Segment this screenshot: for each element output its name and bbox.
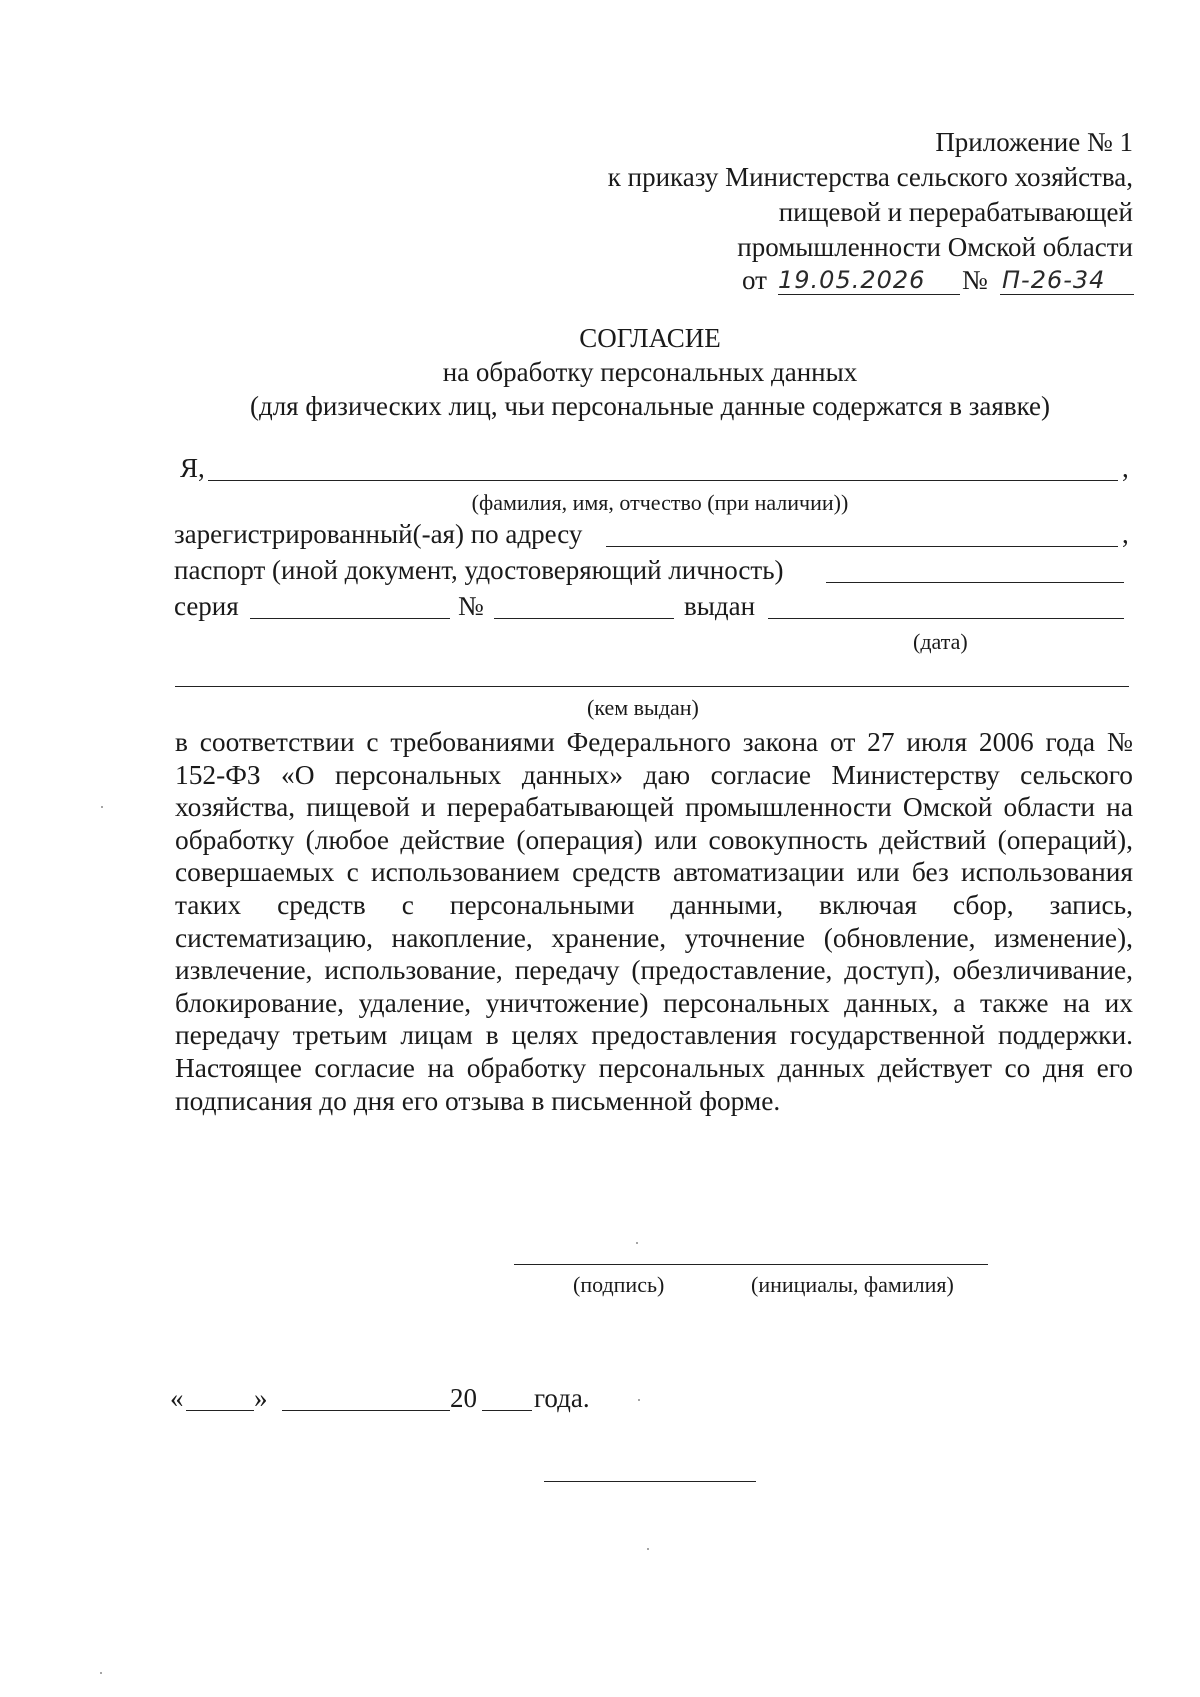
signature-line	[514, 1264, 988, 1265]
order-reference-line: к приказу Министерства сельского хозяйства,	[607, 162, 1133, 192]
document-subtitle-note: (для физических лиц, чьи персональные данные содержатся в заявке)	[249, 391, 1050, 421]
scan-speck	[647, 1548, 649, 1550]
order-date-underline	[778, 294, 960, 295]
day-line	[186, 1410, 254, 1411]
scan-speck	[100, 1672, 102, 1674]
consent-body-text: в соответствии с требованиями Федерального закона от 27 июля 2006 года № 152-ФЗ «О персональных данных» даю согласие Министерству сельского хозяйства, пищевой и перерабатывающей промышленности Омской области на обработку (любое действие (операция) или совокупность действий (операций), совершаемых с использованием средств автоматизации или без использования таких средств с персональными данными, включая сбор, запись, систематизацию, накопление, хранение, уточнение (обновление, изменение), извлечение, использование, передачу (предоставление, доступ), обезличивание, блокирование, удаление, уничтожение) персональных данных, а также на их передачу третьим лицам в целях предоставления государственной поддержки. Настоящее согласие на обработку персональных данных действует со дня его подписания до дня его отзыва в письменной форме.	[175, 727, 1133, 1116]
document-subtitle: на обработку персональных данных	[442, 357, 858, 387]
issued-label: выдан	[684, 591, 756, 621]
full-name-comma: ,	[1122, 453, 1129, 483]
issued-by-hint: (кем выдан)	[587, 695, 699, 720]
address-comma: ,	[1122, 519, 1129, 549]
century-text: 20	[450, 1383, 477, 1413]
date-open-quote: «	[170, 1383, 184, 1413]
scan-speck	[638, 1399, 640, 1401]
month-line	[282, 1410, 450, 1411]
name-initials-hint: (инициалы, фамилия)	[751, 1272, 954, 1297]
address-line	[606, 546, 1118, 547]
year-suffix: года.	[534, 1383, 590, 1413]
order-date-handwritten: 19.05.2026	[778, 266, 926, 294]
scan-speck	[636, 1242, 638, 1244]
issue-date-hint: (дата)	[913, 629, 968, 654]
full-name-line	[208, 480, 1118, 481]
issue-date-line	[768, 618, 1124, 619]
date-close-quote: »	[254, 1383, 268, 1413]
order-number-underline	[1000, 294, 1134, 295]
series-line	[250, 618, 450, 619]
ministry-name-line: пищевой и перерабатывающей	[778, 197, 1133, 227]
order-number-handwritten: П-26-34	[1002, 266, 1106, 294]
year-line	[482, 1410, 532, 1411]
scan-speck	[101, 806, 103, 808]
ministry-region-line: промышленности Омской области	[737, 232, 1133, 262]
order-number-prefix: №	[962, 265, 988, 295]
issued-by-line	[175, 686, 1129, 687]
document-title: СОГЛАСИЕ	[579, 323, 721, 353]
series-label: серия	[174, 591, 239, 621]
passport-line	[826, 582, 1124, 583]
bottom-short-line	[544, 1481, 756, 1482]
order-date-prefix: от	[742, 265, 767, 295]
signature-hint: (подпись)	[573, 1272, 665, 1297]
passport-label: паспорт (иной документ, удостоверяющий личность)	[174, 555, 784, 585]
i-label: Я,	[180, 453, 205, 483]
passport-number-label: №	[458, 591, 484, 621]
appendix-number: Приложение № 1	[935, 127, 1133, 157]
passport-number-line	[494, 618, 674, 619]
address-label: зарегистрированный(-ая) по адресу	[174, 519, 583, 549]
full-name-hint: (фамилия, имя, отчество (при наличии))	[471, 490, 849, 515]
